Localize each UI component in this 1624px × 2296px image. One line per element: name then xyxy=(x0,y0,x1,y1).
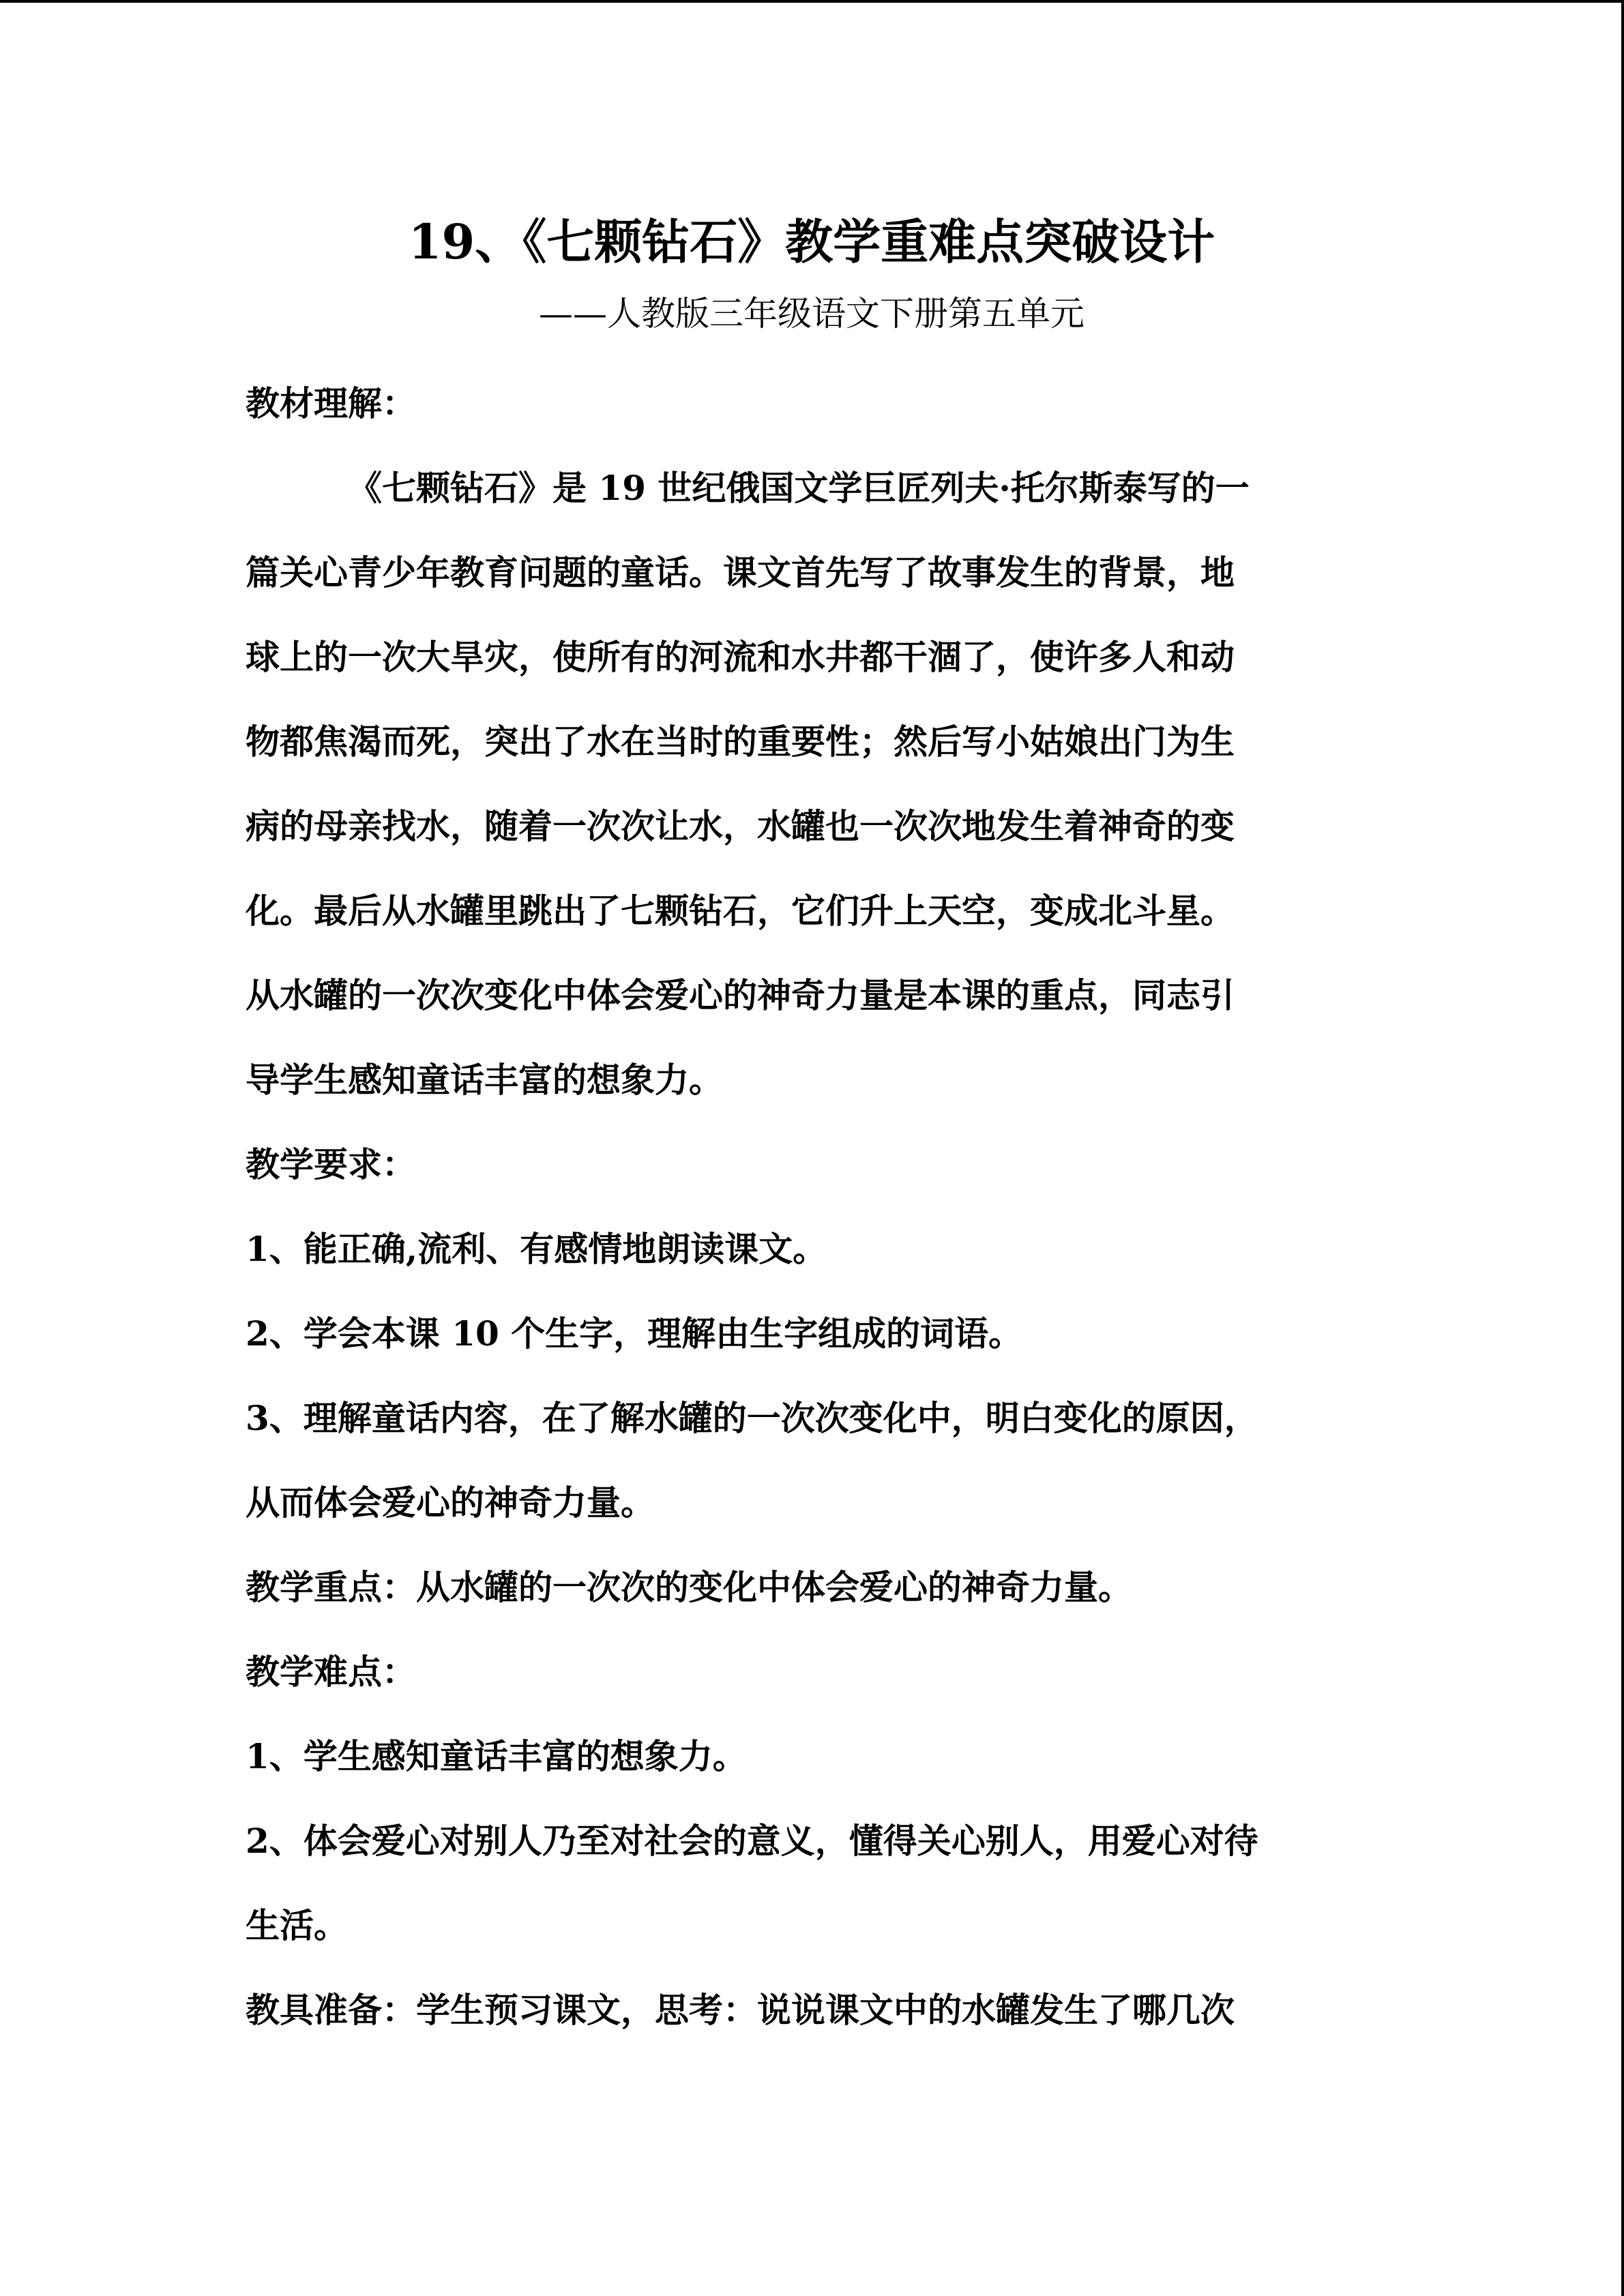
paragraph-line: 物都焦渴而死，突出了水在当时的重要性；然后写小姑娘出门为生 xyxy=(246,721,1235,762)
document-subtitle: ——人教版三年级语文下册第五单元 xyxy=(539,294,1084,333)
document-body xyxy=(246,205,1378,2053)
paragraph-line: 球上的一次大旱灾，使所有的河流和水井都干涸了，使许多人和动 xyxy=(246,637,1235,677)
section-heading-textbook: 教材理解： xyxy=(246,383,416,423)
list-item-continuation: 从而体会爱心的神奇力量。 xyxy=(246,1482,655,1523)
paragraph-line: 导学生感知童话丰富的想象力。 xyxy=(246,1060,723,1100)
list-item: 3、理解童话内容，在了解水罐的一次次变化中，明白变化的原因， xyxy=(246,1398,1258,1438)
list-item: 1、能正确,流利、有感情地朗读课文。 xyxy=(246,1229,827,1269)
paragraph-line: 篇关心青少年教育问题的童话。课文首先写了故事发生的背景，地 xyxy=(246,552,1235,593)
section-heading-requirements: 教学要求： xyxy=(246,1144,416,1184)
paragraph-line: 《七颗钻石》是 19 世纪俄国文学巨匠列夫·托尔斯泰写的一 xyxy=(348,468,1250,508)
list-item-continuation: 生活。 xyxy=(246,1905,348,1945)
paragraph-line: 病的母亲找水，随着一次次让水，水罐也一次次地发生着神奇的变 xyxy=(246,806,1235,846)
section-key-points: 教学重点：从水罐的一次次的变化中体会爱心的神奇力量。 xyxy=(246,1567,1132,1607)
section-heading-difficulties: 教学难点： xyxy=(246,1652,416,1692)
page-border-top xyxy=(0,0,1624,3)
section-teaching-aids: 教具准备：学生预习课文，思考：说说课文中的水罐发生了哪几次 xyxy=(246,1990,1235,2030)
list-item: 1、学生感知童话丰富的想象力。 xyxy=(246,1736,747,1776)
paragraph-line: 化。最后从水罐里跳出了七颗钻石，它们升上天空，变成北斗星。 xyxy=(246,891,1235,931)
page-border-right xyxy=(1621,0,1624,2296)
paragraph-line: 从水罐的一次次变化中体会爱心的神奇力量是本课的重点，同志引 xyxy=(246,975,1235,1015)
document-title: 19、《七颗钻石》教学重难点突破设计 xyxy=(408,213,1215,270)
list-item: 2、体会爱心对别人乃至对社会的意义，懂得关心别人，用爱心对待 xyxy=(246,1821,1258,1861)
list-item: 2、学会本课 10 个生字，理解由生字组成的词语。 xyxy=(246,1313,1023,1354)
